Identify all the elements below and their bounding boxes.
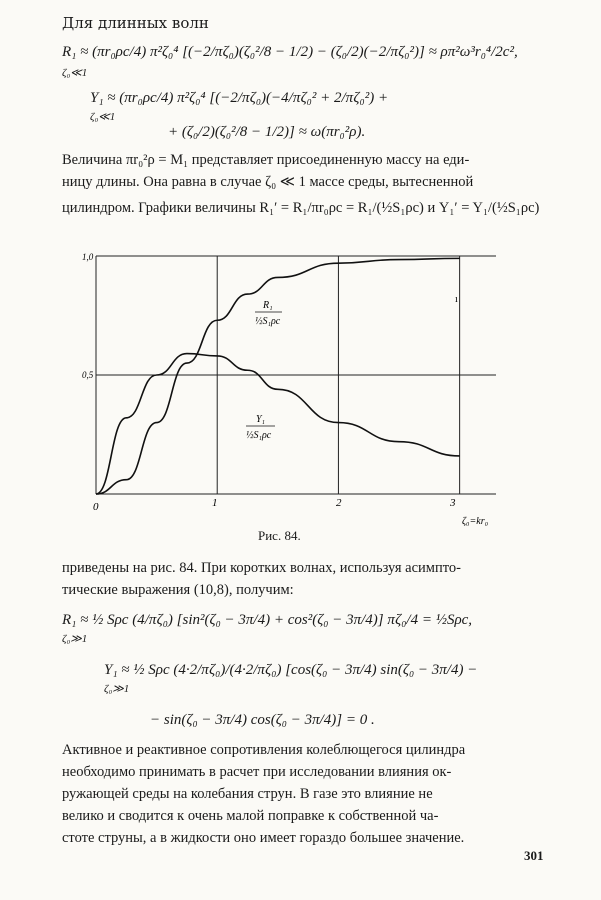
curve2-label-den: ½S₁ρc [246,430,272,441]
para2-line2: тические выражения (10,8), получим: [62,582,294,598]
stray-mark: ı [455,294,458,305]
para3-line1: Активное и реактивное сопротивления колеблющегося цилиндра [62,742,466,758]
para3-line5: стоте струны, а в жидкости оно имеет гораздо большее значение. [62,830,465,846]
formula-y1-long-line1: Y₁ ≈ (πr₀ρc/4) π²ζ₀⁴ [(−2/πζ₀)(−4/πζ₀² + 2/πζ₀²) + [90,90,389,106]
para3-line2: необходимо принимать в расчет при исследовании влияния ок- [62,764,452,780]
formula-y1-short-line1: Y₁ ≈ ½ Sρc (4·2/πζ₀)/(4·2/πζ₀) [cos(ζ₀ − 3π/4) sin(ζ₀ − 3π/4) − [104,662,478,678]
para2-line1: приведены на рис. 84. При коротких волнах, используя асимпто- [62,560,461,576]
formula-y1-short-line2: − sin(ζ₀ − 3π/4) cos(ζ₀ − 3π/4)] = 0 . [150,712,375,728]
y-tick-05: 0,5 [82,370,94,380]
para3-line3: ружающей среды на колебания струн. В газе это влияние не [62,786,433,802]
x-axis-label: ζ₀=kr₀ [462,516,489,527]
para1-line3: цилиндром. Графики величины R₁′ = R₁/πr₀ρc = R₁/(½S₁ρc) и Y₁′ = Y₁/(½S₁ρc) [62,200,540,216]
formula-y1-long-line2: + (ζ₀/2)(ζ₀²/8 − 1/2)] ≈ ω(πr₀²ρ). [168,124,366,140]
x-tick-0: 0 [93,501,99,513]
figure-caption: Рис. 84. [258,528,301,543]
page-number: 301 [524,848,544,863]
y-tick-1: 1,0 [82,252,94,262]
x-tick-1: 1 [212,497,218,509]
formula-r1-long-condition: ζ₀≪1 [62,67,88,79]
section-heading: Для длинных волн [62,14,209,32]
series-line-1 [96,258,460,494]
para1-line1: Величина πr₀²ρ = M₁ представляет присоединенную массу на еди- [62,152,470,168]
chart-curves [96,258,460,494]
formula-r1-short-condition: ζ₀≫1 [62,633,88,645]
formula-r1-long: R₁ ≈ (πr₀ρc/4) π²ζ₀⁴ [(−2/πζ₀)(ζ₀²/8 − 1/2) − (ζ₀/2)(−2/πζ₀²)] ≈ ρπ²ω³r₀⁴/2c², [62,44,518,60]
para1-line2: ницу длины. Она равна в случае ζ₀ ≪ 1 массе среды, вытесненной [62,174,474,190]
x-tick-3: 3 [450,497,456,509]
formula-y1-long-condition: ζ₀≪1 [90,111,116,123]
para3-line4: велико и сводится к очень малой поправке к собственной ча- [62,808,439,824]
figure-84-chart [60,238,540,528]
curve1-label-num: R₁ [263,300,273,311]
formula-y1-short-condition: ζ₀≫1 [104,683,130,695]
curve2-label-num: Y₁ [256,414,266,425]
curve1-label-den: ½S₁ρc [255,316,281,327]
x-tick-2: 2 [336,497,342,509]
formula-r1-short: R₁ ≈ ½ Sρc (4/πζ₀) [sin²(ζ₀ − 3π/4) + cos²(ζ₀ − 3π/4)] πζ₀/4 = ½Sρc, [62,612,473,628]
